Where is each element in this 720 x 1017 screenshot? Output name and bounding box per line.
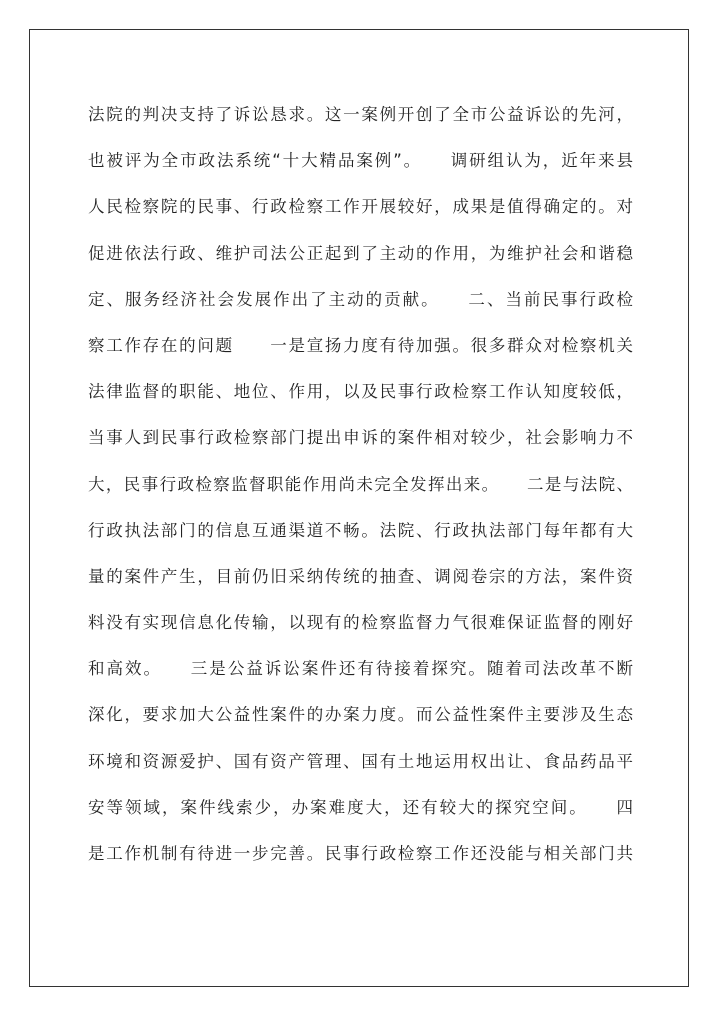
text-line: 法律监督的职能、地位、作用，以及民事行政检察工作认知度较低，: [88, 382, 633, 402]
text-line: 安等领域，案件线索少，办案难度大，还有较大的探究空间。 四: [88, 797, 633, 817]
document-body: [88, 92, 633, 877]
text-line: 料没有实现信息化传输，以现有的检察监督力气很难保证监督的刚好: [88, 613, 633, 633]
text-line: 促进依法行政、维护司法公正起到了主动的作用，为维护社会和谐稳: [88, 243, 633, 263]
text-line: 环境和资源爱护、国有资产管理、国有土地运用权出让、食品药品平: [88, 751, 633, 771]
text-line: 当事人到民事行政检察部门提出申诉的案件相对较少，社会影响力不: [88, 428, 633, 448]
text-line: 是工作机制有待进一步完善。民事行政检察工作还没能与相关部门共: [88, 844, 633, 863]
text-line: 法院的判决支持了诉讼恳求。这一案例开创了全市公益诉讼的先河，: [88, 105, 633, 124]
text-line: 人民检察院的民事、行政检察工作开展较好，成果是值得确定的。对: [88, 197, 633, 217]
text-line: 大，民事行政检察监督职能作用尚未完全发挥出来。 二是与法院、: [88, 474, 633, 494]
text-line: 深化，要求加大公益性案件的办案力度。而公益性案件主要涉及生态: [88, 705, 633, 725]
text-line: 定、服务经济社会发展作出了主动的贡献。 二、当前民事行政检: [88, 289, 633, 309]
text-line: 察工作存在的问题 一是宣扬力度有待加强。很多群众对检察机关: [88, 335, 633, 355]
text-line: 和高效。 三是公益诉讼案件还有待接着探究。随着司法改革不断: [88, 659, 633, 679]
text-line: 行政执法部门的信息互通渠道不畅。法院、行政执法部门每年都有大: [88, 520, 633, 540]
text-line: 量的案件产生，目前仍旧采纳传统的抽查、调阅卷宗的方法，案件资: [88, 566, 633, 586]
text-line: 也被评为全市政法系统“十大精品案例”。 调研组认为，近年来县: [88, 151, 633, 171]
